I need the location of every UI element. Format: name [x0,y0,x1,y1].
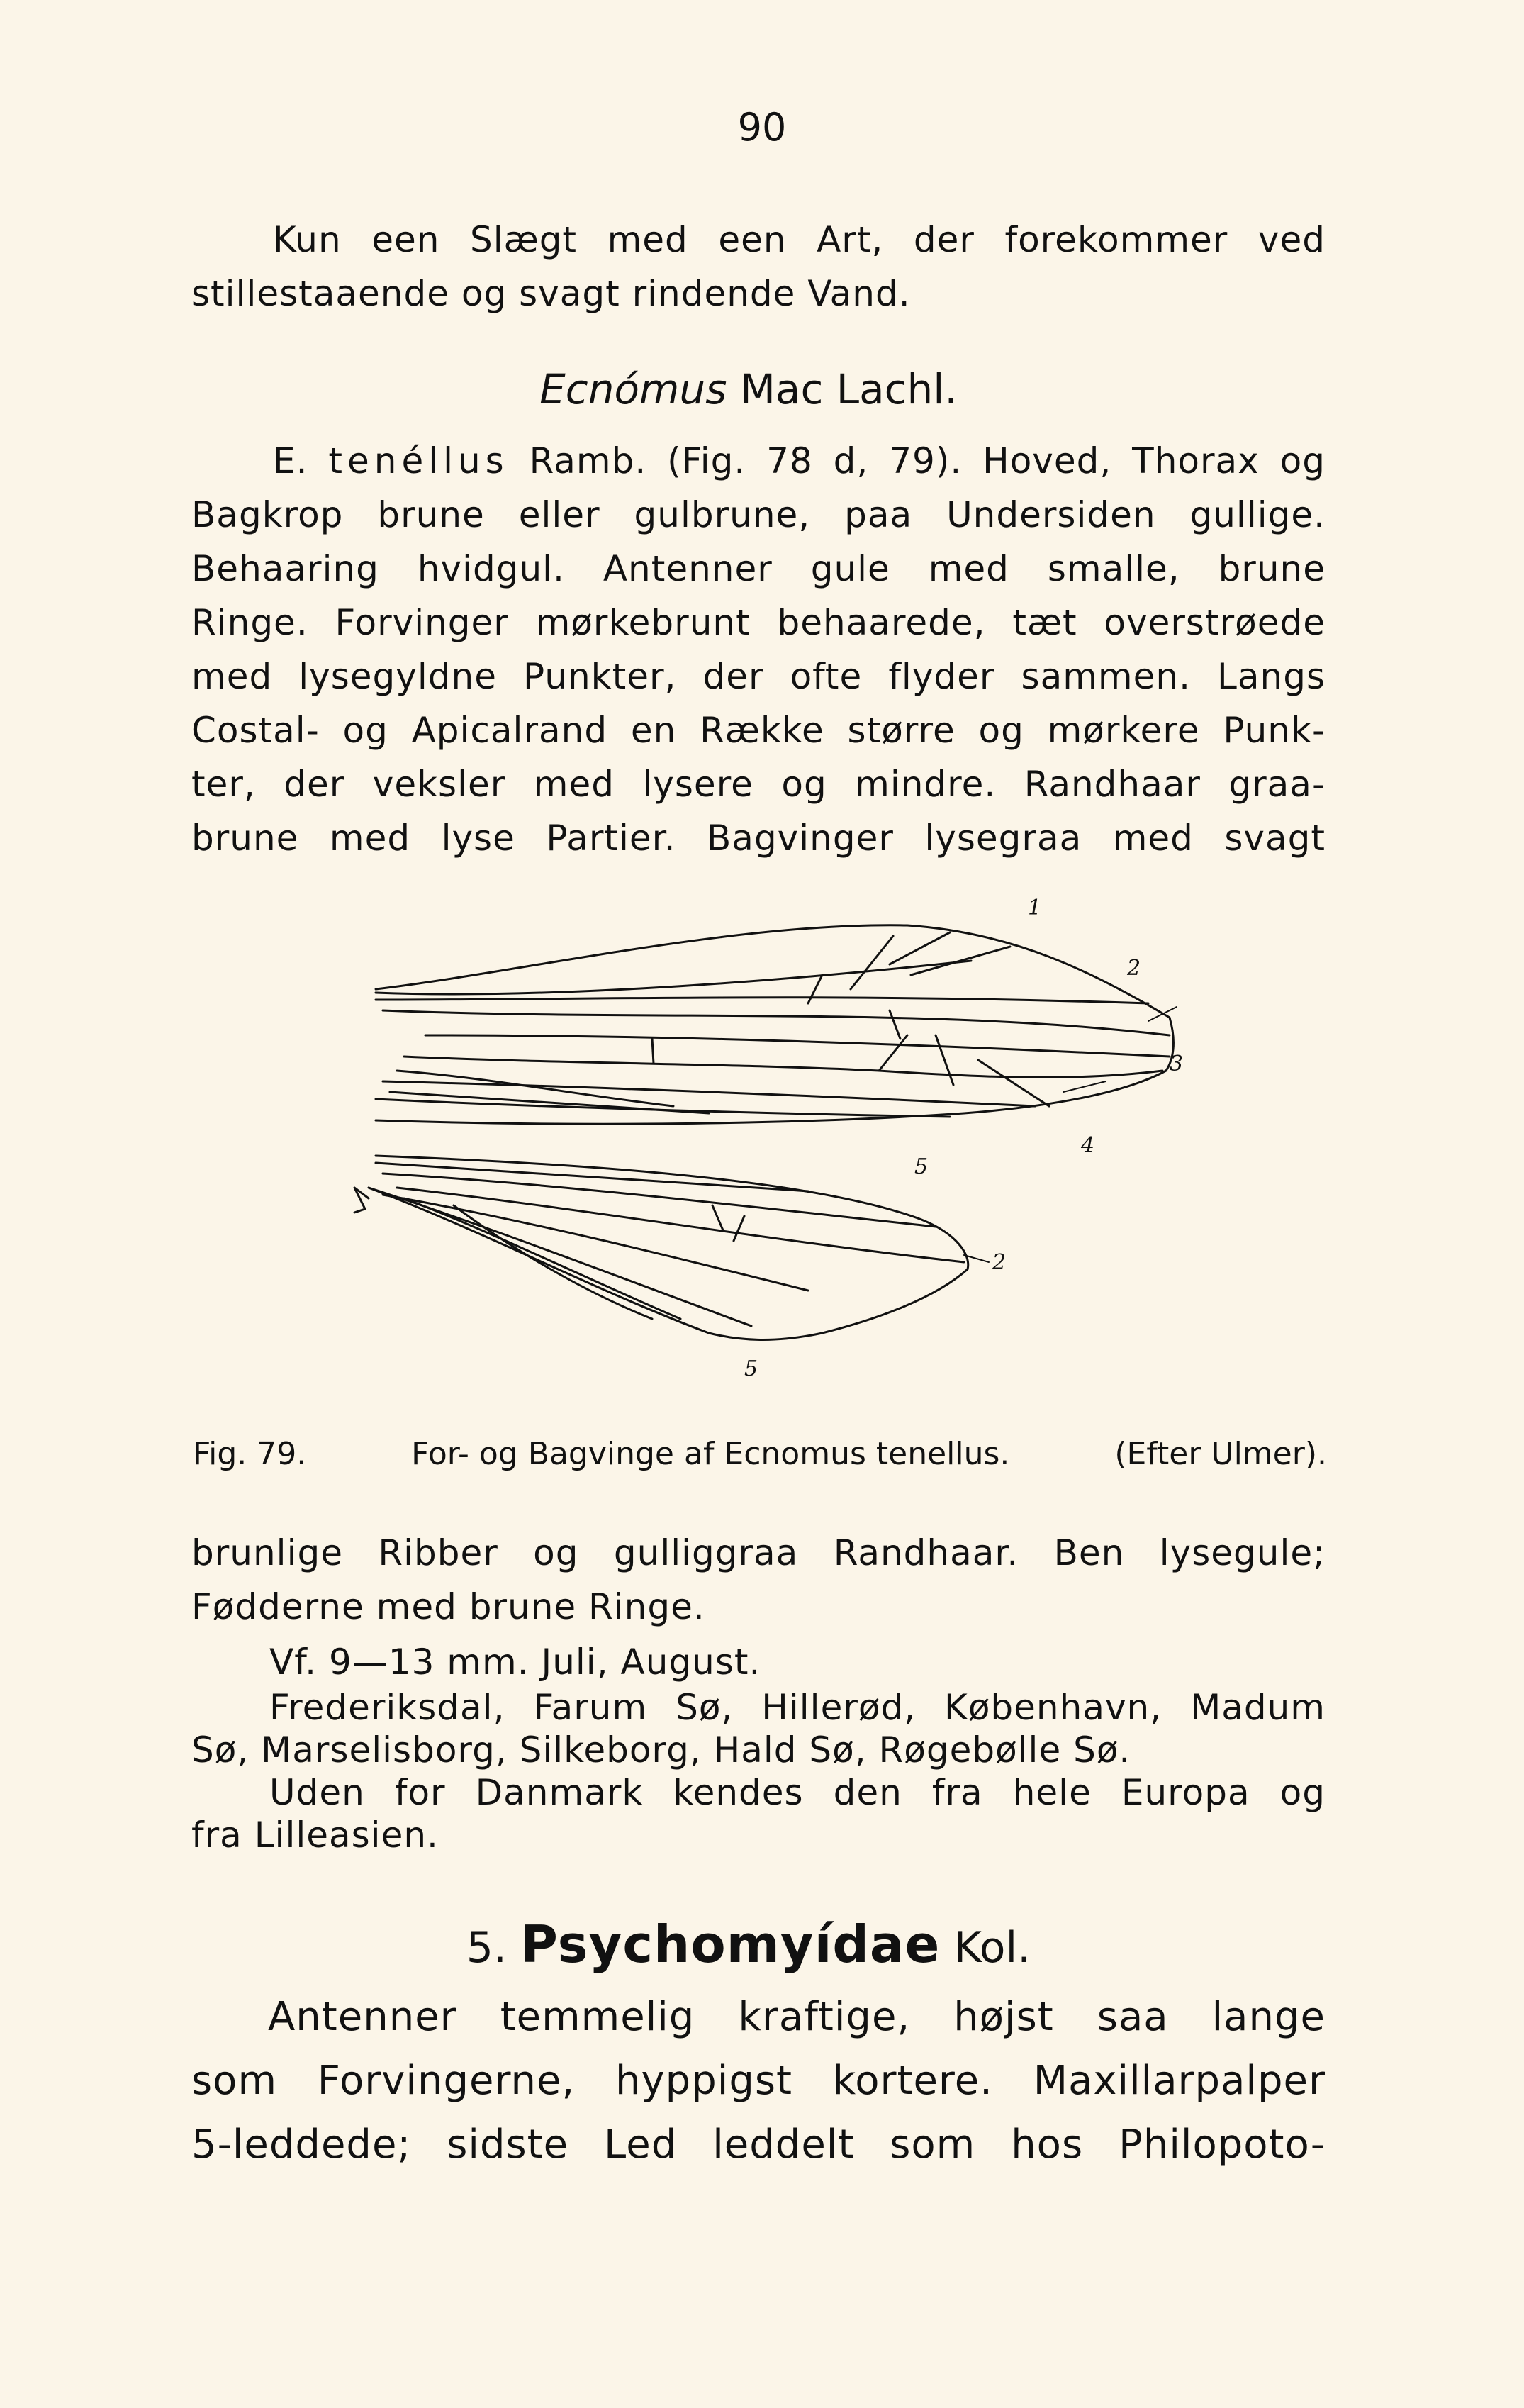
forewing-vein [425,1035,1170,1057]
vein-label: 3 [1170,1052,1184,1076]
text-line: stillestaaende og svagt rindende Vand. [191,273,911,314]
species-name: tenéllus [328,440,509,481]
forewing-crossvein [879,1035,907,1071]
genus-heading [0,365,1497,413]
family-name: Psychomyídae [520,1914,941,1974]
forewing-crossvein [890,1010,900,1039]
page-number: 90 [737,105,787,150]
forewing-vein [376,1099,950,1117]
forewing-crossvein [978,1060,1049,1106]
text-line: brunlige Ribber og gulliggraa Randhaar. Ben lysegule; [191,1532,1326,1573]
section-number: 5. [466,1923,507,1973]
text-line: Uden for Danmark kendes den fra hele Europa og [269,1772,1326,1813]
vein-label: 1 [1028,896,1042,920]
species-paragraph [191,434,1326,865]
forewing-crossvein [808,975,822,1003]
text-line: 5-leddede; sidste Led leddelt som hos Philopoto- [191,2122,1326,2168]
distribution-paragraph [191,1771,1326,1856]
section-paragraph [191,1985,1326,2177]
section-heading [0,1914,1497,1974]
text-line: Frederiksdal, Farum Sø, Hillerød, København, Madum [269,1687,1326,1728]
vein-label: 2 [992,1250,1007,1275]
text-line: med lysegyldne Punkter, der ofte flyder sammen. Langs [191,656,1326,697]
hindwing-vein [404,1198,680,1319]
vein-label: 4 [1081,1133,1095,1158]
continuation-paragraph [191,1526,1326,1634]
family-author: Kol. [953,1923,1031,1973]
text-line: ter, der veksler med lysere og mindre. Randhaar graa- [191,764,1326,805]
label-leader [1063,1081,1106,1092]
localities-paragraph [191,1686,1326,1771]
text-line: som Forvingerne, hyppigst kortere. Maxillarpalper [191,2058,1326,2104]
vein-label: 5 [914,1154,929,1179]
text-line: Ringe. Forvinger mørkebrunt behaarede, tæt overstrøede [191,602,1326,643]
size-line: Vf. 9—13 mm. Juli, August. [269,1641,761,1683]
genus-name: Ecnómus [539,365,727,413]
text-line: Costal- og Apicalrand en Række større og mørkere Punk- [191,710,1326,751]
forewing-vein [376,998,1148,1003]
text-line: Behaaring hvidgul. Antenner gule med smalle, brune [191,548,1326,589]
figure-number: Fig. 79. [193,1436,307,1472]
figure-caption [193,1436,1327,1472]
text-line: fra Lilleasien. [191,1815,439,1856]
species-first-line [191,434,1326,488]
size-paragraph [191,1635,1326,1689]
figure-caption-text: For- og Bagvinge af Ecnomus tenellus. [411,1436,1010,1472]
vein-label: 2 [1127,956,1141,981]
intro-paragraph [191,213,1326,320]
hindwing-crossvein [712,1205,723,1230]
hindwing-crossvein [734,1216,744,1241]
figure-source: (Efter Ulmer). [1114,1436,1327,1472]
text-line: brune med lyse Partier. Bagvinger lysegraa med svagt [191,818,1326,859]
genus-abbrev: E. [273,440,308,481]
forewing-vein [404,1057,1162,1077]
forewing-crossvein [851,936,893,989]
wing-venation-drawing [312,893,1184,1418]
forewing-vein [376,961,971,994]
text-line: Kun een Slægt med een Art, der forekommer ved [273,219,1326,260]
hindwing-vein [354,1188,369,1213]
forewing-vein [383,1081,1035,1106]
text-line: Fødderne med brune Ringe. [191,1586,705,1627]
hindwing-outline [369,1156,968,1339]
genus-author: Mac Lachl. [739,365,958,413]
hindwing-vein [383,1195,808,1291]
forewing-crossvein [652,1039,654,1064]
wing-figure [312,893,1184,1418]
forewing-crossvein [911,947,1010,975]
vein-label: 5 [744,1356,758,1381]
forewing-crossvein [890,932,950,964]
forewing-crossvein [936,1035,953,1085]
forewing-vein [383,1010,1170,1035]
label-leader [1148,1007,1177,1021]
text-line: Antenner temmelig kraftige, højst saa lange [268,1994,1326,2040]
species-ref: Ramb. (Fig. 78 d, 79). Hoved, Thorax og [529,440,1326,481]
text-line: Sø, Marselisborg, Silkeborg, Hald Sø, Røgebølle Sø. [191,1729,1131,1771]
text-line: Bagkrop brune eller gulbrune, paa Undersiden gullige. [191,494,1326,535]
